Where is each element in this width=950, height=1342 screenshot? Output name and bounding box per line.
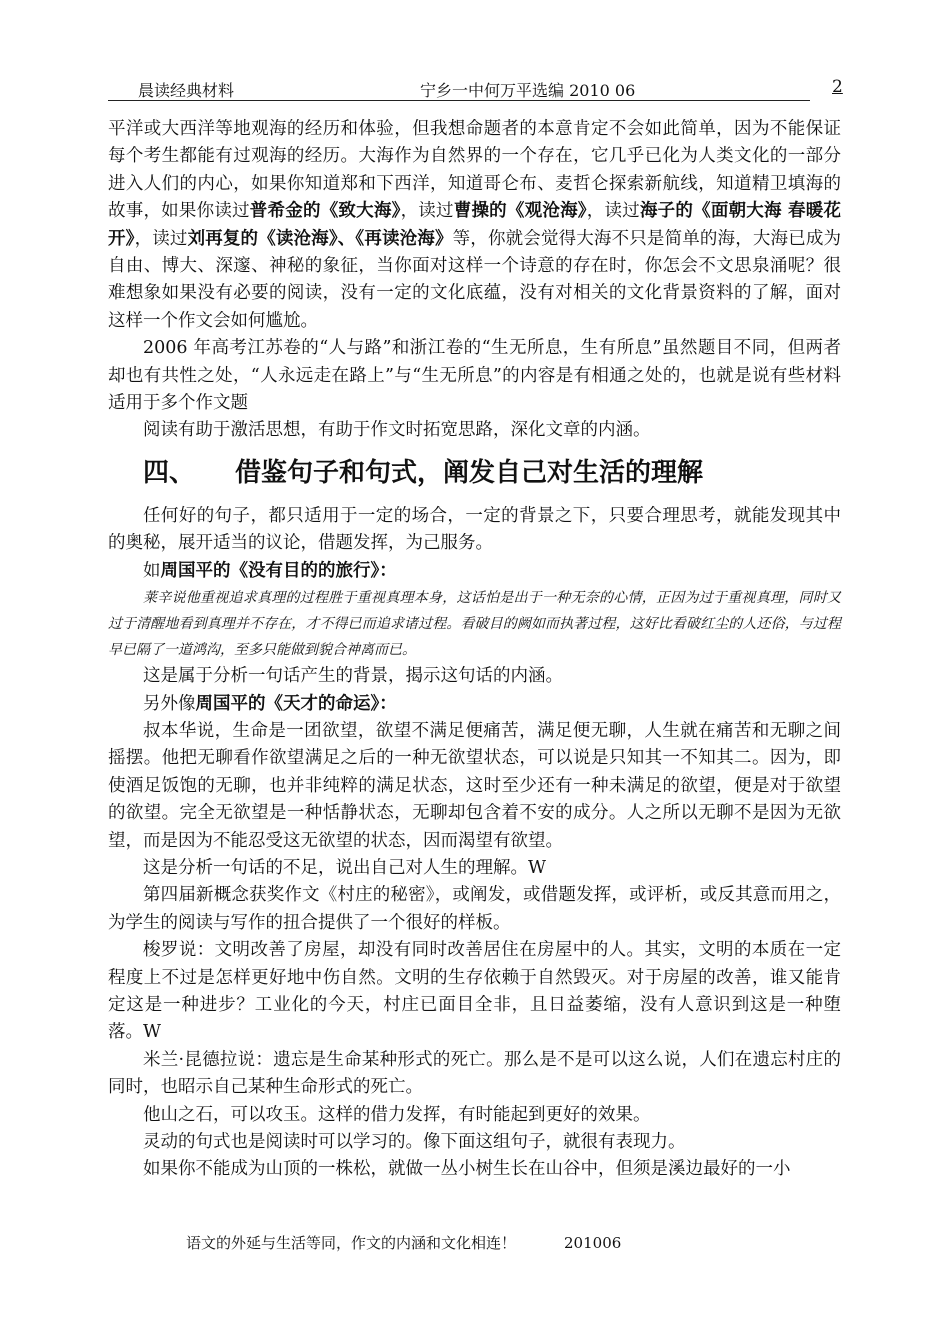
section-heading	[143, 453, 841, 493]
paragraph-other-stones: 他山之石，可以攻玉。这样的借力发挥，有时能起到更好的效果。	[143, 1104, 651, 1125]
section-number: 四、	[143, 457, 196, 488]
ref-haizi: 海子的《面朝大海 春暖花开》	[108, 201, 842, 249]
paragraph-reading-benefit: 阅读有助于激活思想，有助于作文时拓宽思路，深化文章的内涵。	[143, 420, 651, 441]
paragraph-analysis-1: 这是属于分析一句话产生的背景，揭示这句话的内涵。	[143, 666, 563, 687]
footer-date: 201006	[564, 1234, 622, 1252]
paragraph-kundera: 米兰·昆德拉说：遗忘是生命某种形式的死亡。那么是不是可以这么说，人们在遗忘村庄的同时，也昭示自己某种生命形式的死亡。	[108, 1049, 841, 1098]
paragraph-thoreau: 梭罗说：文明改善了房屋，却没有同时改善居住在房屋中的人。其实，文明的本质在一定程度上不过是怎样更好地中伤自然。文明的生存依赖于自然毁灭。对于房屋的改善，谁又能肯定这是一种进步？工业化的今天，村庄已面目全非，且日益萎缩，没有人意识到这是一种堕落。W	[108, 940, 841, 1043]
page-number: 2	[832, 77, 843, 97]
paragraph-sentence-patterns: 灵动的句式也是阅读时可以学习的。像下面这组句子，就很有表现力。	[143, 1132, 686, 1152]
quote-lessing: 莱辛说他重视追求真理的过程胜于重视真理本身，这话怕是出于一种无奈的心情，正因为过于重视真理，同时又过于清醒地看到真理并不存在，才不得已而追求诸过程。看破目的阙如而执著过程，这好比看破红尘的人还俗，与过程早已隔了一道鸿沟，至多只能做到貌合神离而已。	[108, 590, 841, 659]
header-title: 晨读经典材料	[138, 81, 235, 100]
example-1-title: 周国平的《没有目的的旅行》：	[160, 560, 397, 581]
ref-pushkin: 普希金的《致大海》	[249, 201, 401, 222]
paragraph-schopenhauer: 叔本华说，生命是一团欲望，欲望不满足便痛苦，满足便无聊，人生就在痛苦和无聊之间摇摆。他把无聊看作欲望满足之后的一种无欲望状态，可以说是只知其一不知其二。因为，即使酒足饭饱的无聊，也并非纯粹的满足状态，这时至少还有一种未满足的欲望，便是对于欲望的欲望。完全无欲望是一种恬静状态，无聊却包含着不安的成分。人之所以无聊不是因为无欲望，而是因为不能忍受这无欲望的状态，因而渴望有欲望。	[108, 720, 841, 851]
ref-liuzaifu: 刘再复的《读沧海》、《再读沧海》	[187, 228, 453, 249]
document-body	[108, 116, 841, 1184]
paragraph-analysis-2: 这是分析一句话的不足，说出自己对人生的理解。W	[143, 857, 546, 878]
paragraph-ocean: 平洋或大西洋等地观海的经历和体验，但我想命题者的本意肯定不会如此简单，因为不能保证每个考生都能有过观海的经历。大海作为自然界的一个存在，它几乎已化为人类文化的一部分进入人们的内心，如果你知道郑和下西洋，知道哥仑布、麦哲仑探索新航线，知道精卫填海的故事，如果你读过普希金的《致大海》，读过曹操的《观沧海》，读过海子的《面朝大海 春暖花开》，读过刘再复的《读沧海》、《再读沧海》等，你就会觉得大海不只是简单的海，大海已成为自由、博大、深邃、神秘的象征，当你面对这样一个诗意的存在时，你怎会不文思泉涌呢？很难想象如果没有必要的阅读，没有一定的文化底蕴，没有对相关的文化背景资料的了解，面对这样一个作文会如何尴尬。	[108, 119, 842, 331]
page-header	[108, 76, 810, 101]
paragraph-2006-exam: 2006 年高考江苏卷的“人与路”和浙江卷的“生无所息，生有所息”虽然题目不同，但两者却也有共性之处，“人永远走在路上”与“生无所息”的内容是有相通之处的，也就是说有些材料适用于多个作文题	[108, 338, 841, 414]
paragraph-pine: 如果你不能成为山顶的一株松，就做一丛小树生长在山谷中，但须是溪边最好的一小	[143, 1159, 791, 1180]
paragraph-good-sentences: 任何好的句子，都只适用于一定的场合，一定的背景之下，只要合理思考，就能发现其中的奥秘，展开适当的议论，借题发挥，为己服务。	[108, 505, 841, 554]
section-title: 借鉴句子和句式，阐发自己对生活的理解	[235, 457, 704, 488]
ref-caocao: 曹操的《观沧海》	[453, 201, 587, 222]
page-footer	[186, 1232, 621, 1253]
footer-motto: 语文的外延与生活等同，作文的内涵和文化相连！	[186, 1234, 517, 1252]
example-2-title: 周国平的《天才的命运》：	[195, 693, 397, 714]
header-editor: 宁乡一中何万平选编 2010 06	[420, 81, 636, 100]
example-1-intro: 如周国平的《没有目的的旅行》：	[143, 560, 397, 581]
example-2-intro: 另外像周国平的《天才的命运》：	[143, 693, 397, 714]
paragraph-new-concept: 第四届新概念获奖作文《村庄的秘密》，或阐发，或借题发挥，或评析，或反其意而用之，为学生的阅读与写作的扭合提供了一个很好的样板。	[108, 885, 841, 933]
